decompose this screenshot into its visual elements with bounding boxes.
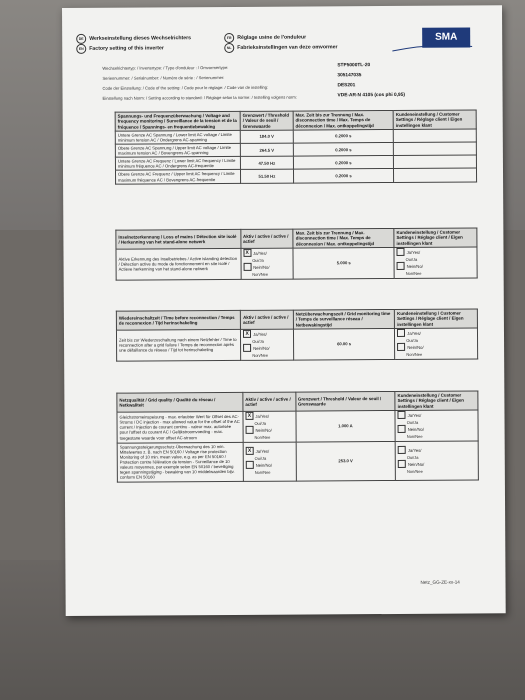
row-threshold: 47.50 Hz bbox=[240, 156, 293, 170]
loss-of-mains-table bbox=[115, 227, 477, 280]
no-label: Nein/No/ bbox=[407, 344, 424, 350]
yes-sublabel: Oui/Ja bbox=[254, 455, 267, 461]
yes-sublabel: Oui/Ja bbox=[252, 257, 264, 263]
row-desc: Spannungssteigerungsschutz-Überwachung des 10 min. Mittelwertes z. B. nach EN 50160 / Voltage rise protection Monitoring of 10 min. mean value, e.g. as per EN 50160 / Protection contre l'élévation de tension - Surveillance de 10 valeurs moyennes, par exemple selon EN 50160 / beveiliging tegen spanningstijging - bewaking van 10 middelwaarden bijv. conform EN 50160 bbox=[117, 442, 243, 481]
grid-quality-table bbox=[116, 390, 479, 482]
row-desc: Aktive Erkennung des Inselbetriebes / Active islanding detection / Détection active du mode de fonctionnement en site isolé / Actieve herkenning van het stand-alone netwerk bbox=[116, 248, 241, 280]
header-active: Aktiv / active / active / actief bbox=[243, 392, 296, 411]
yes-label: Ja/Yes/ bbox=[407, 330, 421, 336]
header-customer-settings: Kundeneinstellung / Customer Settings / Réglage client / Eigen instellingen klant bbox=[393, 110, 476, 129]
document-sheet bbox=[62, 5, 506, 616]
no-label: Nein/No/ bbox=[255, 427, 272, 433]
row-desc: Obere Grenze AC Spannung / Upper limit AC voltage / Limite maximum tension AC / Bovengrens AC-spanning bbox=[115, 143, 240, 157]
no-checkbox[interactable] bbox=[245, 426, 253, 434]
row-threshold: 51.50 Hz bbox=[240, 170, 293, 184]
yes-label: Ja/Yes/ bbox=[255, 413, 269, 419]
customer-yes-checkbox[interactable] bbox=[398, 446, 406, 454]
no-sublabel: Non/Nee bbox=[252, 271, 269, 277]
row-desc: Gleichstromeinspeisung - max. erlaubter Wert für Offset des AC-Stroms / DC injection - max allowed value for the offset of the AC current / Injection de courant continu - valeur max. autorisée pour l'offset du courant AC / Gelijkstroomvoeding - max. toegestane waarde voor offset AC-stroom bbox=[117, 411, 243, 443]
no-checkbox[interactable] bbox=[243, 344, 251, 352]
no-label: Nein/No/ bbox=[253, 264, 270, 270]
customer-no-checkbox[interactable] bbox=[398, 425, 406, 433]
no-sublabel: Non/Nee bbox=[254, 434, 271, 440]
no-label: Nein/No/ bbox=[407, 461, 425, 467]
row-customer bbox=[394, 168, 477, 182]
active-options bbox=[241, 248, 294, 279]
customer-options bbox=[395, 441, 478, 480]
row-desc: Obere Grenze AC Frequenz / Upper limit AC frequency / Limite maximum fréquence AC / Bovengrens AC-frequentie bbox=[115, 170, 240, 184]
info-label-serial: Seriennummer: / Serialnumber: / Numéro de série : / Serienummer: bbox=[102, 75, 225, 81]
header-active: Aktiv / active / active / actief bbox=[241, 310, 294, 329]
row-time: 0.2000 s bbox=[293, 143, 394, 157]
yes-checkbox[interactable]: X bbox=[243, 330, 251, 338]
yes-label: Ja/Yes/ bbox=[253, 250, 267, 256]
header-customer-settings: Kundeneinstellung / Customer Settings / Réglage client / Eigen instellingen klant bbox=[394, 228, 477, 247]
customer-options bbox=[394, 247, 477, 279]
customer-options bbox=[395, 410, 478, 442]
table-header-row bbox=[115, 110, 476, 131]
header-reconnection: Wiedereinschaltzeit / Time before reconnection / Temps de reconnexion / Tijd herinschakeling bbox=[116, 310, 240, 330]
yes-checkbox[interactable]: X bbox=[245, 412, 253, 420]
customer-no-checkbox[interactable] bbox=[397, 343, 405, 351]
info-value-code: DES201 bbox=[337, 83, 356, 89]
footer-code: Netz_GG-ZE-xx-14 bbox=[420, 579, 460, 585]
logo-swoosh-icon bbox=[392, 40, 472, 52]
flag-de-icon: DE bbox=[76, 34, 86, 44]
yes-label: Ja/Yes/ bbox=[253, 331, 267, 337]
header-grid-monitoring: Netzüberwachungszeit / Grid monitoring time / Temps de surveillance réseau / Netbewakingstijd bbox=[293, 309, 395, 329]
no-sublabel: Non/Nee bbox=[405, 270, 422, 276]
info-value-type: STP5000TL-20 bbox=[337, 63, 371, 69]
title-nl: Fabrieksinstellingen van deze omvormer bbox=[237, 44, 338, 51]
header-threshold: Grenzwert / Threshold / Valeur de seuil / Grenswaarde bbox=[240, 111, 293, 130]
row-customer bbox=[394, 155, 477, 169]
no-label: Nein/No/ bbox=[407, 426, 425, 432]
header-threshold: Grenzwert / Threshold / Valeur de seuil / Grenswaarde bbox=[295, 391, 395, 410]
no-sublabel: Non/Nee bbox=[406, 351, 423, 357]
active-options bbox=[241, 329, 294, 360]
table-row bbox=[115, 168, 476, 183]
no-sublabel: Non/Nee bbox=[252, 352, 269, 358]
customer-no-checkbox[interactable] bbox=[398, 460, 406, 468]
header-customer-settings: Kundeneinstellung / Customer Settings / Réglage client / Eigen instellingen klant bbox=[395, 391, 478, 410]
table-row bbox=[117, 441, 478, 482]
table-row bbox=[116, 328, 477, 361]
row-customer bbox=[393, 129, 476, 143]
customer-yes-checkbox[interactable] bbox=[397, 248, 405, 256]
no-label: Nein/No/ bbox=[406, 263, 423, 269]
yes-label: Ja/Yes/ bbox=[407, 412, 422, 418]
reconnection-table bbox=[116, 308, 478, 361]
row-customer bbox=[394, 142, 477, 156]
table-header-row bbox=[117, 391, 478, 412]
row-time: 5.000 s bbox=[293, 247, 394, 279]
info-label-code: Code der Einstellung: / Code of the setting: / Code pour le réglage: / Code van de instelling: bbox=[102, 84, 269, 91]
customer-yes-checkbox[interactable] bbox=[398, 411, 406, 419]
row-desc: Untere Grenze AC Frequenz / Lower limit AC frequency / Limite minimum fréquence AC / Ondergrens AC-frequentie bbox=[115, 157, 240, 171]
title-fr: Réglage usine de l'onduleur bbox=[237, 34, 307, 41]
row-time: 0.2000 s bbox=[293, 156, 394, 170]
header-disconnection-time: Max. Zeit bis zur Trennung / Max. disconnection time / Max. Temps de déconnexion / Max. ontkoppelingstijd bbox=[293, 228, 394, 248]
row-threshold: 253.0 V bbox=[296, 441, 396, 480]
no-label: Nein/No/ bbox=[255, 462, 272, 468]
title-fr-line bbox=[224, 33, 306, 44]
header-customer-settings: Kundeneinstellung / Customer Settings / Réglage client / Eigen instellingen klant bbox=[395, 309, 478, 328]
yes-checkbox[interactable]: X bbox=[243, 249, 251, 257]
title-de: Werkseinstellung dieses Wechselrichters bbox=[89, 35, 192, 42]
table-header-row bbox=[116, 309, 477, 330]
customer-yes-checkbox[interactable] bbox=[397, 329, 405, 337]
yes-label: Ja/Yes/ bbox=[255, 448, 270, 454]
no-checkbox[interactable] bbox=[246, 461, 254, 469]
info-label-standard: Einstellung nach Norm: / Setting according to standard: / Réglage selon la norme: / Instelling volgens norm: bbox=[102, 94, 297, 101]
active-options bbox=[243, 411, 296, 442]
title-en-line bbox=[76, 43, 164, 54]
info-value-standard: VDE-AR-N 4105 (cos phi 0,95) bbox=[337, 92, 406, 99]
sma-logo: SMA bbox=[422, 28, 470, 48]
table-row bbox=[116, 247, 477, 280]
header-loss-of-mains: Inselnetzerkennung / Loss of mains / Détection site isolé / Herkenning van het stand-alone netwerk bbox=[116, 229, 241, 249]
table-header-row bbox=[116, 228, 477, 249]
row-threshold: 264.5 V bbox=[240, 143, 293, 157]
no-sublabel: Non/Nee bbox=[254, 469, 271, 475]
active-options bbox=[243, 442, 296, 481]
flag-en-icon: EN bbox=[76, 44, 86, 54]
info-value-serial: 305147035 bbox=[337, 73, 362, 79]
no-sublabel: Non/Nee bbox=[406, 468, 423, 474]
row-threshold: 184.0 V bbox=[240, 130, 293, 144]
header-disconnection-time: Max. Zeit bis zur Trennung / Max. disconnection time / Max. Temps de déconnexion / Max. ontkoppelingstijd bbox=[293, 110, 394, 130]
yes-label: Ja/Yes/ bbox=[406, 249, 421, 255]
title-nl-line bbox=[224, 42, 337, 53]
table-row bbox=[117, 410, 478, 443]
row-time: 0.2000 s bbox=[293, 129, 394, 143]
yes-label: Ja/Yes/ bbox=[407, 447, 422, 453]
title-en: Factory setting of this inverter bbox=[89, 45, 164, 52]
row-desc: Zeit bis zur Wiederzuschaltung nach einem Netzfehler / Time to reconnection after a grid failure / Temps de reconnexion après une défaillance du réseau / Tijd tot herinschakeling bbox=[116, 329, 240, 361]
yes-sublabel: Oui/Ja bbox=[406, 419, 419, 425]
voltage-frequency-table bbox=[115, 109, 477, 184]
yes-sublabel: Oui/Ja bbox=[252, 338, 264, 344]
yes-sublabel: Oui/Ja bbox=[254, 420, 267, 426]
no-label: Nein/No/ bbox=[253, 345, 270, 351]
customer-no-checkbox[interactable] bbox=[397, 262, 405, 270]
header-grid-quality: Netzqualität / Grid quality / Qualité du réseau / Netkwaliteit bbox=[117, 392, 243, 412]
title-de-line bbox=[76, 33, 191, 44]
row-time: 0.2000 s bbox=[293, 169, 394, 183]
flag-fr-icon: FR bbox=[224, 33, 234, 43]
yes-sublabel: Oui/Ja bbox=[406, 454, 419, 460]
row-threshold: 1.000 A bbox=[295, 410, 395, 442]
yes-sublabel: Oui/Ja bbox=[406, 337, 418, 343]
customer-options bbox=[395, 328, 478, 360]
row-desc: Untere Grenze AC Spannung / Lower limit AC voltage / Limite minimum tension AC / Ondergrens AC-spanning bbox=[115, 130, 240, 144]
yes-checkbox[interactable]: X bbox=[246, 447, 254, 455]
header-active: Aktiv / active / active / actief bbox=[240, 229, 293, 248]
info-label-type: Wechselrichtertyp: / Invertertype: / Type d'onduleur : / Omvormertype: bbox=[102, 64, 229, 71]
yes-sublabel: Oui/Ja bbox=[405, 256, 418, 262]
flag-nl-icon: NL bbox=[224, 43, 234, 53]
row-time: 60.00 s bbox=[293, 328, 395, 360]
no-checkbox[interactable] bbox=[243, 263, 251, 271]
header-monitoring: Spannungs- und Frequenzüberwachung / Voltage and frequency monitoring / Surveillance de la tension et de la fréquence / Spannings- en frequentiebewaking bbox=[115, 111, 240, 131]
no-sublabel: Non/Nee bbox=[406, 433, 423, 439]
